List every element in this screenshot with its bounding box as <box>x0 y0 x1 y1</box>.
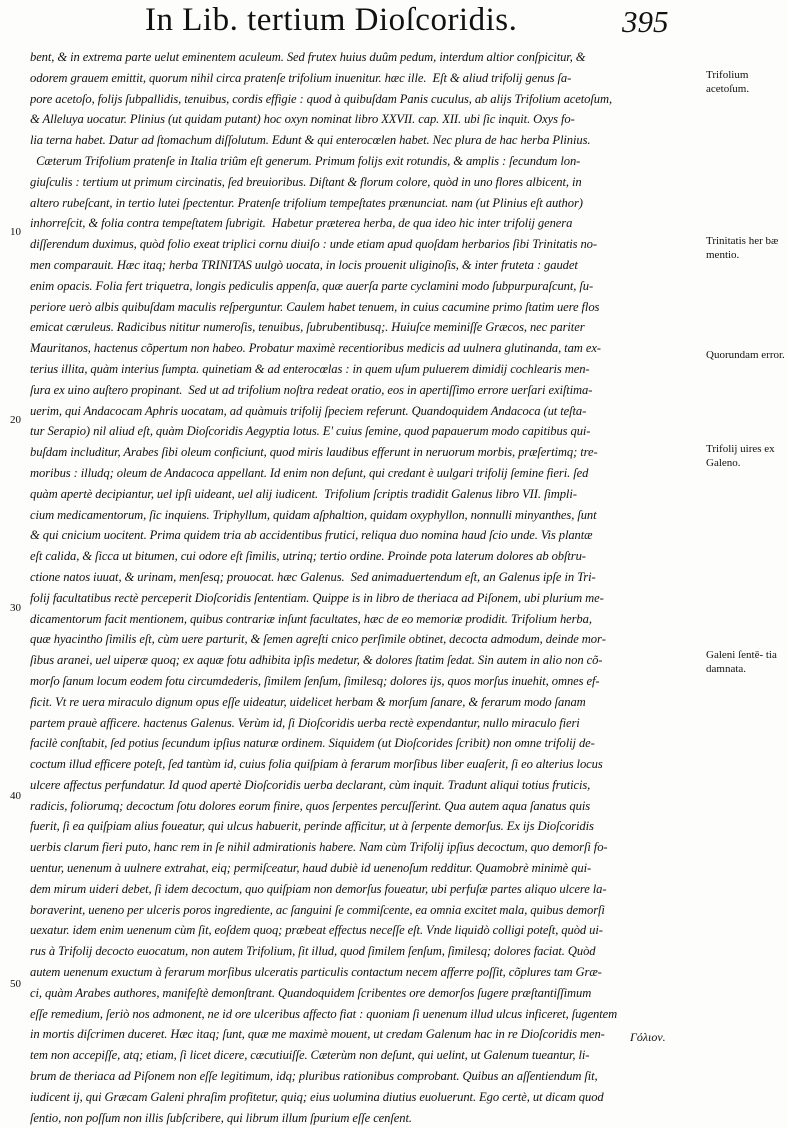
text-line: terius illita, quàm interius ſumpta. quinetiam & ad enterocœlas : in quem uſum puluerem dimidij cochlearis men‑ <box>30 361 590 376</box>
text-line: quàm apertè decipiantur, uel ipſi uideant, uel alij iudicent. Trifolium ſcriptis tradidit Galenus libro VII. ſimpli‑ <box>30 486 577 501</box>
text-line: boraverint, ueneno per ulceris poros ingrediente, ac ſanguini ſe commiſcente, ea omnia excitet mala, quibus demorſi <box>30 902 605 917</box>
text-line: buſdam includitur, Arabes ſibi oleum conficiunt, quod miris laudibus efferunt in neruorum morbis, præſertimq; tre‑ <box>30 445 598 460</box>
text-line: uexatur. idem enim uenenum cùm ſit, eoſdem quoq; præbeat effectus neceſſe eſt. Vnde liquidò colligi poteſt, quòd ui‑ <box>30 923 603 938</box>
text-line: diſſerendum duximus, quòd folio exeat triplici cornu diuiſo : unde etiam apud quoſdam herbarios ſibi Trinitatis no‑ <box>30 237 597 252</box>
text-line: ſentio, non poſſum non illis ſubſcribere, qui librum illum ſpurium eſſe cenſent. <box>30 1110 412 1125</box>
text-line: men comparauit. Hæc itaq; herba TRINITAS uulgò uocata, in locis prouenit uliginoſis, & inter fruteta : gaudet <box>30 257 578 272</box>
text-line: uerbis clarum fieri puto, hanc rem in ſe nihil admirationis habere. Nam cùm Trifolij ipſius decoctum, quo demorſi fo‑ <box>30 840 608 855</box>
text-line: morſo ſanum locum eodem fotu circumdederis, ſimilem ſenſum, ſimilesq; dolores ijs, quos morſus inuehit, omnes ef‑ <box>30 673 600 688</box>
text-line: in mortis diſcrimen duceret. Hæc itaq; ſunt, quæ me maximè mouent, ut credam Galenum hac in re Dioſcoridis men‑ <box>30 1027 605 1042</box>
text-line: uerim, qui Andacocam Aphris uocatam, ad quàmuis trifolij ſpeciem referunt. Quandoquidem Andacoca (ut teſta‑ <box>30 403 587 418</box>
text-line: ci, quàm Arabes authores, manifeſtè demonſtrant. Quandoquidem ſcribentes ore demorſos ſugere præſtantiſſimum <box>30 985 592 1000</box>
line-number-50: 50 <box>10 978 21 990</box>
text-line: cium medicamentorum, ſic inquiens. Triphyllum, quidam aſphaltion, quidam oxyphyllon, nonnulli minyanthes, ſunt <box>30 507 597 522</box>
text-line: iudicent ij, qui Græcam Galeni phraſim profitetur, quiq; eius uolumina diutius euoluerunt. Ego certè, ut dicam quod <box>30 1089 604 1104</box>
margin-note-galeni-sententia: Galeni ſentē‑ tia damnata. <box>706 649 777 675</box>
margin-note-trifolium-acetosum: Trifolium acetoſum. <box>706 69 750 95</box>
text-line: radicis, foliorumq; decoctum ſotu dolores eorum finire, quos ſerpentes percuſſerint. Qua autem aqua ſanatus quis <box>30 798 591 813</box>
margin-note-quorundam-error: Quorundam error. <box>706 349 785 361</box>
body-text <box>30 47 698 1128</box>
text-line: uentur, uenenum à uulnere extrahat, eiq; permiſceatur, haud dubiè id uenenoſum redditur. Quamobrè minimè qui‑ <box>30 861 592 876</box>
text-line: enim opacis. Folia fert triquetra, longis pediculis appenſa, quæ auerſa parte cyclamini modo ſubpurpuraſcunt, ſu‑ <box>30 278 594 293</box>
catchword: Γόλιον. <box>630 1030 666 1044</box>
running-title: In Lib. tertium Dioſcoridis. <box>145 2 518 38</box>
text-line: ficit. Vt re uera miraculo dignum opus eſſe uideatur, uidelicet herbam & morſum ſanare, & ferarum modo ſanam <box>30 694 586 709</box>
margin-note-trinitatis: Trinitatis her bæ mentio. <box>706 235 779 261</box>
text-line: Mauritanos, hactenus cõpertum non habeo. Probatur maximè recentioribus medicis ad uulnera glutinanda, tam ex‑ <box>30 341 601 356</box>
text-line: ſura ex uino auſtero propinant. Sed ut ad trifolium noſtra redeat oratio, eos in apertiſſimo errore uerſari exiſtima‑ <box>30 382 593 397</box>
line-number-10: 10 <box>10 226 21 238</box>
text-line: dicamentorum facit mentionem, quibus contrariæ inſunt facultates, hæc de eo memoriæ prodidit. Trifolium herba, <box>30 611 592 626</box>
page-number: 395 <box>622 4 669 39</box>
text-line: pore acetoſo, folijs ſubpallidis, tenuibus, cordis effigie : quod à quibuſdam Panis cuculus, ab alijs Trifolium acetoſum, <box>30 91 612 106</box>
text-line: autem uenenum exuctum à ferarum morſibus ulceratis particulis contactum necem afferre poſſit, cõplures tam Græ‑ <box>30 965 602 980</box>
text-line: coctum illud efficere poteſt, ſed tantùm id, cuius folia quiſpiam à ferarum morſibus liber euaſerit, ſi eo alterius locus <box>30 757 603 772</box>
text-line: tem non accepiſſe, atq; etiam, ſi licet dicere, cæcutiuiſſe. Cæterùm non deſunt, qui uelint, ut Galenum tueantur, li‑ <box>30 1048 590 1063</box>
text-line: brum de theriaca ad Piſonem non eſſe legitimum, idq; pluribus rationibus comprobant. Quibus an aſſentiendum ſit, <box>30 1069 598 1084</box>
text-line: altero rubeſcant, in tertio lutei ſpectentur. Pratenſe trifolium tempeſtates prænunciat. nam (ut Plinius eſt author) <box>30 195 583 210</box>
text-line: odorem grauem emittit, quorum nihil circa pratenſe trifolium inuenitur. hæc ille. Eſt & aliud trifolij genus ſa‑ <box>30 70 572 85</box>
text-line: fuerit, ſi ea quiſpiam alius foueatur, qui ulcus habuerit, perinde afficitur, ut à ſerpente demorſus. Ex ijs Dioſcoridis <box>30 819 594 834</box>
line-number-20: 20 <box>10 414 21 426</box>
margin-note-trifolij-uires: Trifolij uires ex Galeno. <box>706 443 775 469</box>
line-number-30: 30 <box>10 602 21 614</box>
line-number-40: 40 <box>10 790 21 802</box>
text-line: moribus : illudq; oleum de Andacoca appellant. Id enim non deſunt, qui credant è uulgari trifolij ſemine fieri. ſed <box>30 465 589 480</box>
text-line: emicat cæruleus. Radicibus nititur numeroſis, tenuibus, ſubrubentibusq;. Huiuſce meminiſſe Græcos, nec pariter <box>30 320 585 335</box>
text-line: Cæterum Trifolium pratenſe in Italia triûm eſt generum. Primum folijs exit rotundis, & amplis : ſecundum lon‑ <box>30 153 581 168</box>
text-line: giuſculis : tertium ut primum circinatis, ſed breuioribus. Diſtant & florum colore, quòd in uno flores albicent, in <box>30 174 582 189</box>
page-header <box>0 2 787 42</box>
text-line: tur Serapio) nil aliud eſt, quàm Dioſcoridis Aegyptia lotus. E' cuius ſemine, quod papauerum modo capitibus qui‑ <box>30 424 591 439</box>
text-line: ſibus aranei, uel uiperæ quoq; ex aquæ fotu adhibita ipſis medetur, & dolores ſtatim ſedat. Sin autem in alio non cõ‑ <box>30 653 603 668</box>
text-line: rus à Trifolij decocto euocatum, non autem Trifolium, ſit illud, quod ſimilem ſenſum, ſimilesq; dolores faciat. Quòd <box>30 944 596 959</box>
text-line: eſt calida, & ſicca ut bitumen, cui odore eſt ſimilis, utrinq; tertio ordine. Proinde pota laterum dolores ab obſtru‑ <box>30 549 586 564</box>
text-line: & Alleluya uocatur. Plinius (ut quidam putant) hoc oxyn nominat libro XXVII. cap. XII. ubi ſic inquit. Oxys fo‑ <box>30 112 575 127</box>
text-line: periore uerò albis quibuſdam maculis reſperguntur. Caulem habet tenuem, in cuius cacumine primo ſtatim uere flos <box>30 299 600 314</box>
text-line: dem mirum uideri debet, ſi idem decoctum, quo quiſpiam non demorſus foueatur, ubi perfuſæ partes aliquo ulcere la‑ <box>30 881 607 896</box>
text-line: bent, & in extrema parte uelut eminentem aculeum. Sed frutex huius duûm pedum, interdum altior conſpicitur, & <box>30 50 586 64</box>
text-line: quæ hyacintho ſimilis eſt, cùm uere parturit, & ſemen agreſti cnico perſimile obtinet, decocta admodum, deinde mor‑ <box>30 632 606 647</box>
text-line: inhorreſcit, & folia contra tempeſtatem ſubrigit. Habetur præterea herba, de qua ideo hic inter trifolij genera <box>30 216 573 231</box>
text-line: lia terna habet. Datur ad ſtomachum diſſolutum. Edunt & qui enterocœlen habet. Nec plura de hac herba Plinius. <box>30 133 591 148</box>
text-line: eſſe remedium, ſeriò nos admonent, ne id ore ulceribus affecto fiat : quoniam ſi uenenum illud ulcus inficeret, ſugentem <box>30 1006 618 1021</box>
text-line: facilè conſtabit, ſed potius ſecundum ipſius naturæ ordinem. Siquidem (ut Dioſcorides ſcribit) non omne trifolij de‑ <box>30 736 595 751</box>
text-line: ctione natos iuuat, & urinam, menſesq; prouocat. hæc Galenus. Sed animaduertendum eſt, an Galenus ipſe in Tri‑ <box>30 569 596 584</box>
text-line: folij facultatibus rectè perceperit Dioſcoridis ſententiam. Quippe is in libro de theriaca ad Piſonem, ubi plurium me‑ <box>30 590 604 605</box>
text-line: & qui cnicium uocitent. Prima quidem tria ab accidentibus frutici, reliqua duo nomina haud ſcio unde. Vis plantæ <box>30 528 593 543</box>
text-line: partem prauè afficere. hactenus Galenus. Verùm id, ſi Dioſcoridis uerba rectè expendantur, nullo miraculo fieri <box>30 715 580 730</box>
text-line: ulcere affectus perfundatur. Id quod apertè Dioſcoridis uerba declarant, cùm inquit. Tradunt aliqui totius fruticis, <box>30 777 591 792</box>
